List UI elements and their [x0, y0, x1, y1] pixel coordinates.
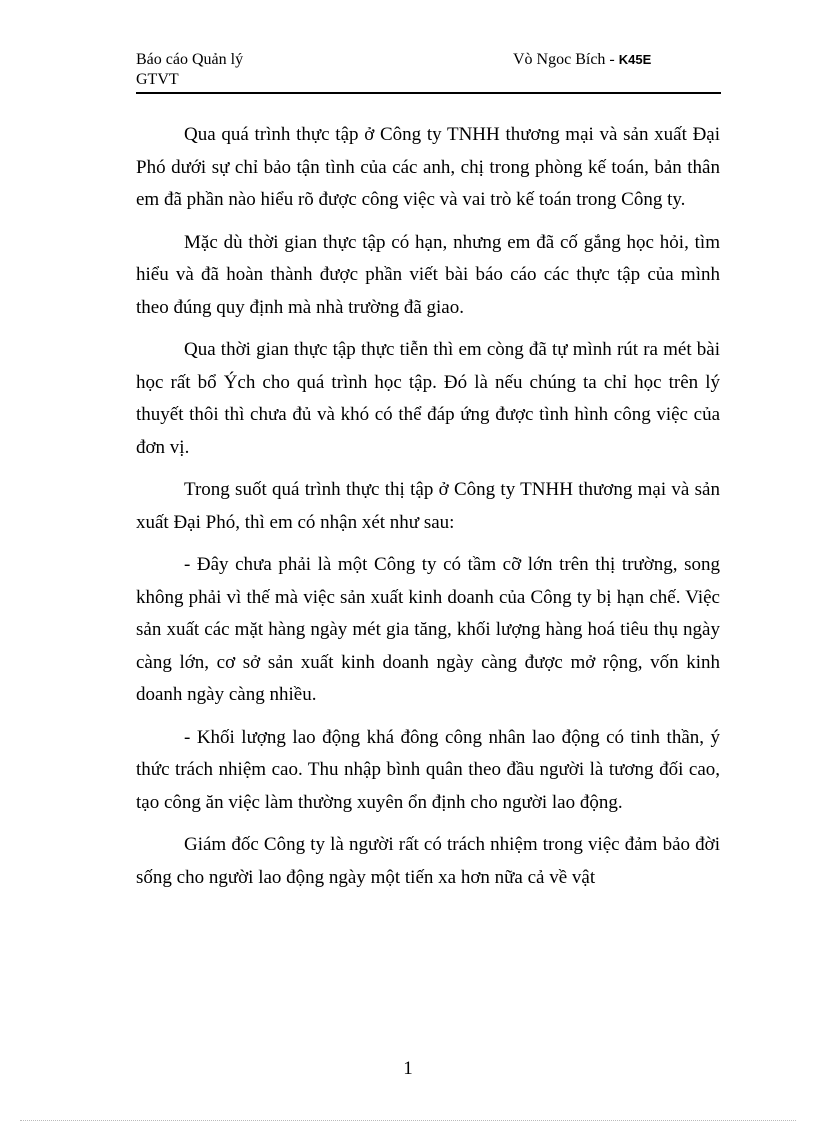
paragraph-3: Qua thời gian thực tập thực tiễn thì em còng đã tự mình rút ra mét bài học rất bổ Ých cho quá trình học tập. Đó là nếu chúng ta chỉ học trên lý thuyết thôi thì chưa đủ và khó có thể đáp ứng được tình hình công việc của đơn vị.: [136, 339, 720, 458]
report-title: [136, 50, 356, 90]
class-code: K45E: [618, 52, 652, 67]
author-info: [513, 50, 651, 70]
paragraph-5: - Đây chưa phải là một Công ty có tầm cỡ lớn trên thị trường, song không phải vì thế mà việc sản xuất kinh doanh của Công ty bị hạn chế. Việc sản xuất các mặt hàng ngày mét gia tăng, khối lượng hàng hoá tiêu thụ ngày càng lớn, cơ sở sản xuất kinh doanh ngày càng được mở rộng, vốn kinh doanh ngày càng nhiều.: [136, 554, 720, 705]
paragraph-2: Mặc dù thời gian thực tập có hạn, nhưng em đã cố gắng học hỏi, tìm hiểu và đã hoàn thành được phần viết bài báo cáo các thực tập của mình theo đúng quy định mà nhà trường đã giao.: [136, 231, 720, 318]
page-bottom-border: [20, 1120, 796, 1121]
paragraph-1: Qua quá trình thực tập ở Công ty TNHH thương mại và sản xuất Đại Phó dưới sự chỉ bảo tận tình của các anh, chị trong phòng kế toán, bản thân em đã phần nào hiểu rõ được công việc và vai trò kế toán trong Công ty.: [136, 124, 720, 210]
document-body: [136, 119, 720, 904]
author-name: Vò Ngoc Bích -: [513, 51, 619, 68]
paragraph-6: - Khối lượng lao động khá đông công nhân lao động có tinh thần, ý thức trách nhiệm cao. Thu nhập bình quân theo đầu người là tương đối cao, tạo công ăn việc làm thường xuyên ổn định cho người lao động.: [136, 726, 720, 813]
page-number: 1: [403, 1058, 413, 1079]
page-header: [136, 50, 721, 94]
paragraph-4: Trong suốt quá trình thực thị tập ở Công ty TNHH thương mại và sản xuất Đại Phó, thì em có nhận xét như sau:: [136, 479, 720, 533]
report-title-line-1: Báo cáo Quản lý: [136, 51, 244, 68]
paragraph-7: Giám đốc Công ty là người rất có trách nhiệm trong việc đảm bảo đời sống cho người lao động ngày một tiến xa hơn nữa cả về vật: [136, 834, 720, 888]
report-title-line-2: GTVT: [136, 71, 179, 88]
